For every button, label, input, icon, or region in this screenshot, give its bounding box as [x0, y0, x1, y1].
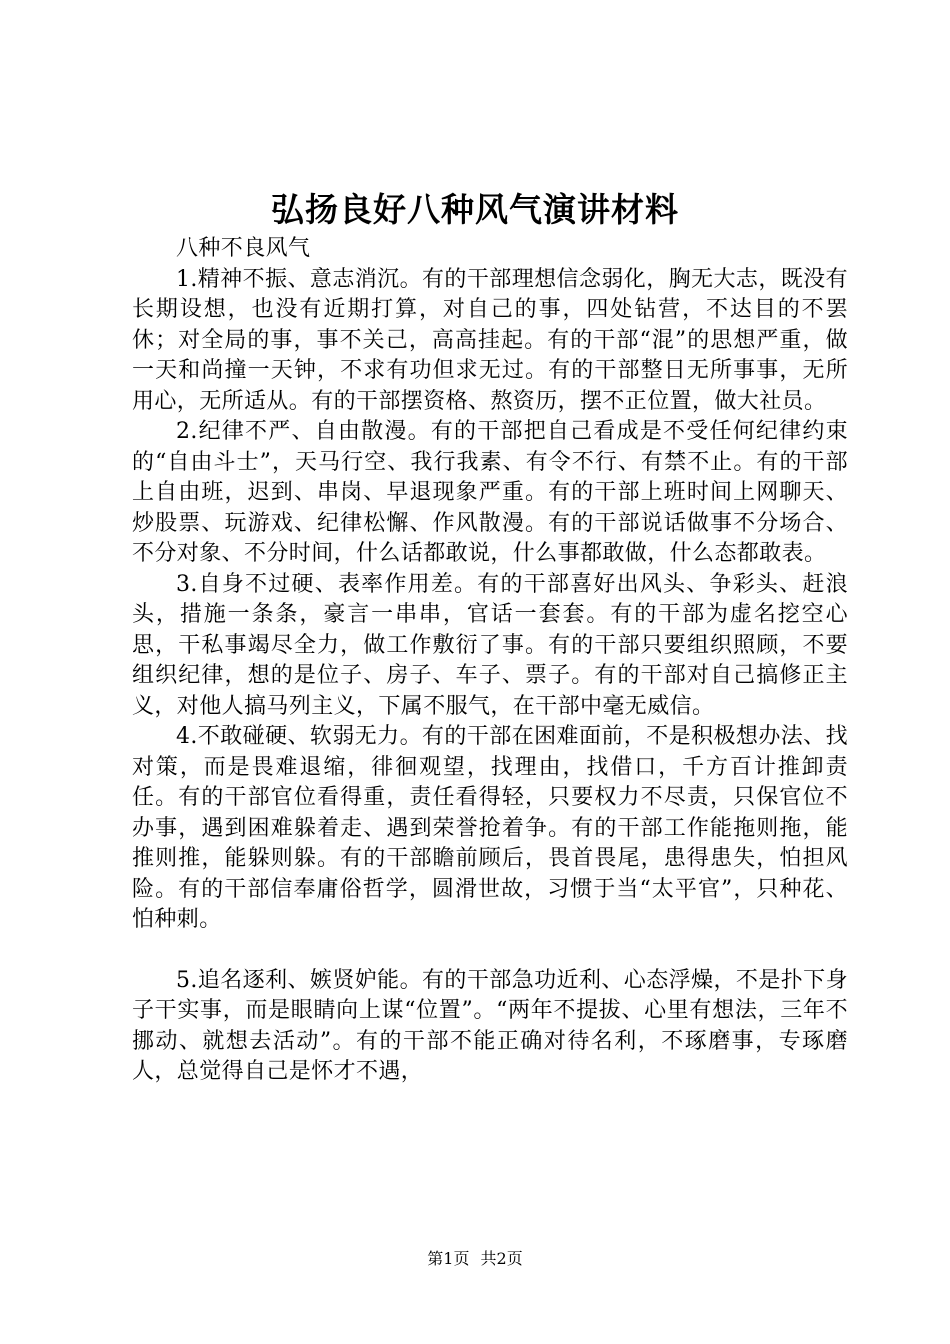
page-number: 第1页 — [427, 1249, 470, 1268]
document-body — [132, 234, 848, 1088]
paragraph-5: 5.追名逐利、嫉贤妒能。有的干部急功近利、心态浮燥，不是扑下身子干实事，而是眼睛向上谋“位置”。“两年不提拔、心里有想法，三年不挪动、就想去活动”。有的干部不能正确对待名利，不琢磨事，专琢磨人，总觉得自己是怀才不遇， — [132, 967, 848, 1084]
page-footer — [0, 1246, 950, 1269]
section-heading: 八种不良风气 — [176, 236, 311, 261]
paragraph-3: 3.自身不过硬、表率作用差。有的干部喜好出风头、争彩头、赶浪头，措施一条条，豪言一串串，官话一套套。有的干部为虚名挖空心思，干私事竭尽全力，做工作敷衍了事。有的干部只要组织照顾，不要组织纪律，想的是位子、房子、车子、票子。有的干部对自己搞修正主义，对他人搞马列主义，下属不服气，在干部中毫无威信。 — [132, 571, 848, 719]
paragraph-1: 1.精神不振、意志消沉。有的干部理想信念弱化，胸无大志，既没有长期设想，也没有近期打算，对自己的事，四处钻营，不达目的不罢休；对全局的事，事不关己，高高挂起。有的干部“混”的思想严重，做一天和尚撞一天钟，不求有功但求无过。有的干部整日无所事事，无所用心，无所适从。有的干部摆资格、熬资历，摆不正位置，做大社员。 — [132, 266, 848, 414]
page-total: 共2页 — [480, 1249, 523, 1268]
paragraph-4: 4.不敢碰硬、软弱无力。有的干部在困难面前，不是积极想办法、找对策，而是畏难退缩，徘徊观望，找理由，找借口，千方百计推卸责任。有的干部官位看得重，责任看得轻，只要权力不尽责，只保官位不办事，遇到困难躲着走、遇到荣誉抢着争。有的干部工作能拖则拖，能推则推，能躲则躲。有的干部瞻前顾后，畏首畏尾，患得患失，怕担风险。有的干部信奉庸俗哲学，圆滑世故，习惯于当“太平官”，只种花、怕种刺。 — [132, 724, 848, 932]
paragraph-2: 2.纪律不严、自由散漫。有的干部把自己看成是不受任何纪律约束的“自由斗士”，天马行空、我行我素、有令不行、有禁不止。有的干部上自由班，迟到、串岗、早退现象严重。有的干部上班时间上网聊天、炒股票、玩游戏、纪律松懈、作风散漫。有的干部说话做事不分场合、不分对象、不分时间，什么话都敢说，什么事都敢做，什么态都敢表。 — [132, 419, 848, 566]
document-title: 弘扬良好八种风气演讲材料 — [271, 190, 679, 229]
